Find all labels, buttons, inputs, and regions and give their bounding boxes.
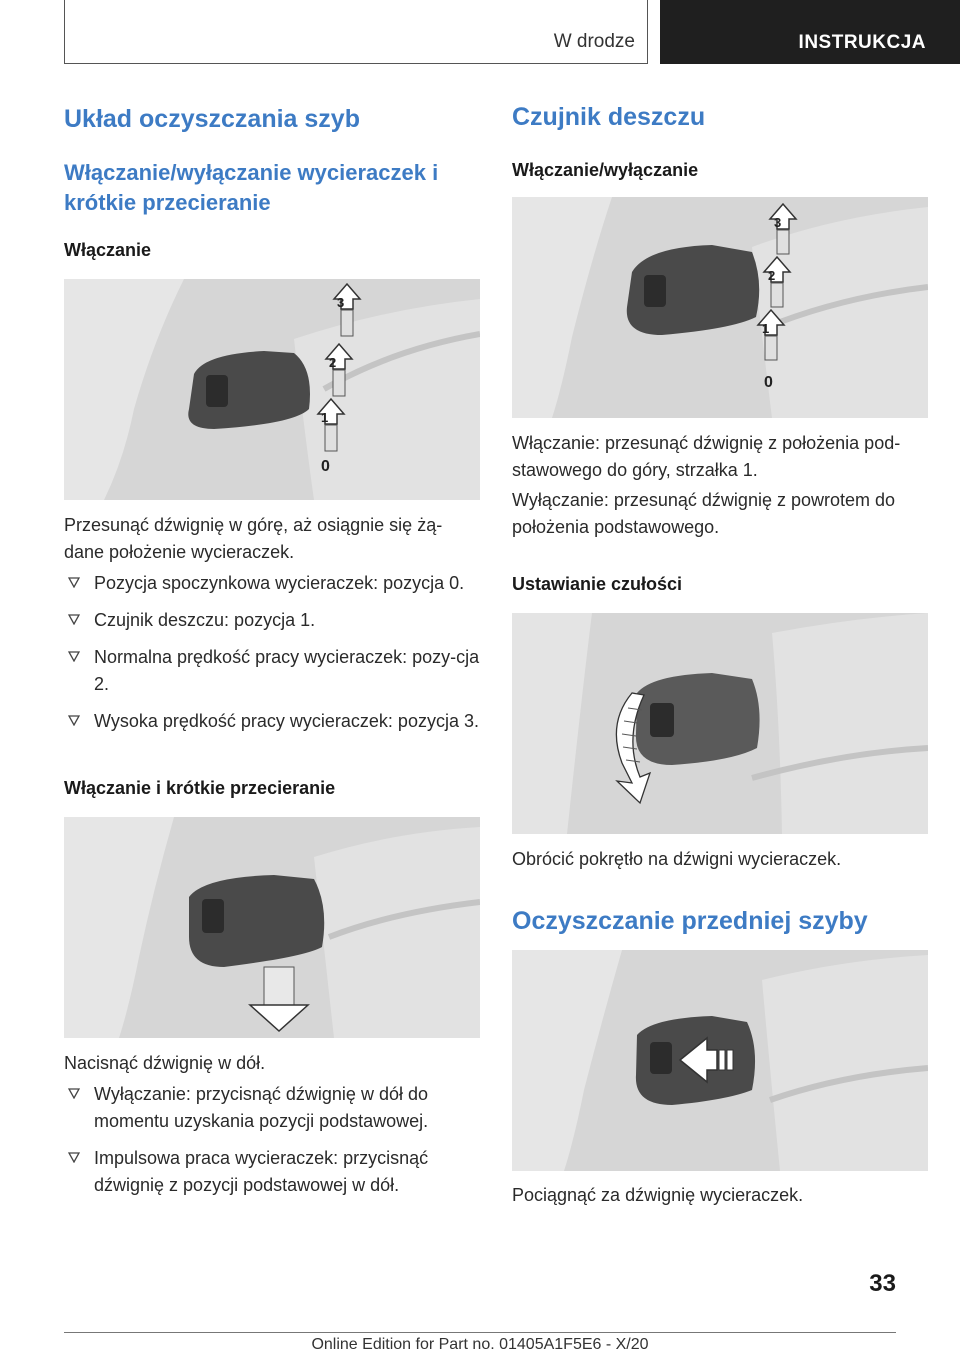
position-label-1: 1 (321, 410, 329, 425)
triangle-bullet-icon (68, 1087, 80, 1099)
paragraph-pull-lever: Pociągnąć za dźwignię wycieraczek. (512, 1185, 804, 1205)
triangle-bullet-icon (68, 650, 80, 662)
section-subtitle: Włączanie/wyłączanie wycieraczek i krótkie przecieranie (64, 160, 439, 215)
list-item-text: Wyłączanie: przycisnąć dźwignię w dół do momentu uzyskania pozycji podstawowej. (94, 1084, 429, 1131)
paragraph-turn-off: Wyłączanie: przesunąć dźwignię z powrotem do położenia podstawowego. (512, 490, 896, 537)
list-item-text: Czujnik deszczu: pozycja 1. (94, 610, 316, 630)
bullet-list-wiping (64, 1081, 480, 1209)
position-label-2: 2 (329, 355, 337, 370)
position-label-3: 3 (337, 295, 345, 310)
position-label-1: 1 (762, 321, 770, 336)
illustration-lever-down (64, 817, 480, 1038)
list-item (64, 607, 480, 634)
list-item-text: Normalna prędkość pracy wycieraczek: pozy-cja 2. (94, 647, 480, 694)
paragraph-lever-down: Nacisnąć dźwignię w dół. (64, 1053, 266, 1073)
position-label-0: 0 (321, 458, 330, 475)
heading-on-off: Włączanie/wyłączanie (512, 160, 699, 180)
header-tab-box (660, 0, 960, 64)
triangle-bullet-icon (68, 1151, 80, 1163)
heading-sensitivity: Ustawianie czułości (512, 574, 683, 594)
section-title-rain-sensor: Czujnik deszczu (512, 103, 706, 131)
list-item-text: Pozycja spoczynkowa wycieraczek: pozycja 0. (94, 573, 465, 593)
illustration-rain-sensor-lever (512, 197, 928, 418)
list-item (64, 644, 480, 698)
section-title-windshield-cleaning: Oczyszczanie przedniej szyby (512, 907, 868, 935)
header-section-label: W drodze (553, 31, 635, 52)
illustration-sensitivity-knob (512, 613, 928, 834)
paragraph-turn-on: Włączanie: przesunąć dźwignię z położenia pod-stawowego do góry, strzałka 1. (512, 433, 901, 480)
header-tab-label: INSTRUKCJA (798, 32, 926, 53)
paragraph-lever-up: Przesunąć dźwignię w górę, aż osiągnie się żą-dane położenie wycieraczek. (64, 515, 443, 562)
header-section-box (64, 0, 648, 64)
list-item-text: Impulsowa praca wycieraczek: przycisnąć dźwignię z pozycji podstawowej w dół. (94, 1148, 429, 1195)
list-item (64, 1145, 480, 1199)
list-item-text: Wysoka prędkość pracy wycieraczek: pozycja 3. (94, 711, 479, 731)
list-item (64, 708, 480, 735)
paragraph-turn-knob: Obrócić pokrętło na dźwigni wycieraczek. (512, 849, 842, 869)
list-item (64, 1081, 480, 1135)
bullet-list-positions (64, 570, 480, 745)
heading-wlaczanie: Włączanie (64, 240, 152, 260)
footer-edition: Online Edition for Part no. 01405A1F5E6 - X/20 (311, 1336, 649, 1353)
heading-wlaczanie-przecieranie: Włączanie i krótkie przecieranie (64, 778, 336, 798)
position-label-3: 3 (774, 215, 782, 230)
position-label-2: 2 (768, 268, 776, 283)
triangle-bullet-icon (68, 714, 80, 726)
page-number: 33 (869, 1270, 896, 1297)
list-item (64, 570, 480, 597)
triangle-bullet-icon (68, 576, 80, 588)
footer-rule (64, 1332, 896, 1333)
triangle-bullet-icon (68, 613, 80, 625)
section-title: Układ oczyszczania szyb (64, 105, 360, 133)
position-label-0: 0 (764, 374, 773, 391)
illustration-lever-up (64, 279, 480, 500)
illustration-pull-lever (512, 950, 928, 1171)
